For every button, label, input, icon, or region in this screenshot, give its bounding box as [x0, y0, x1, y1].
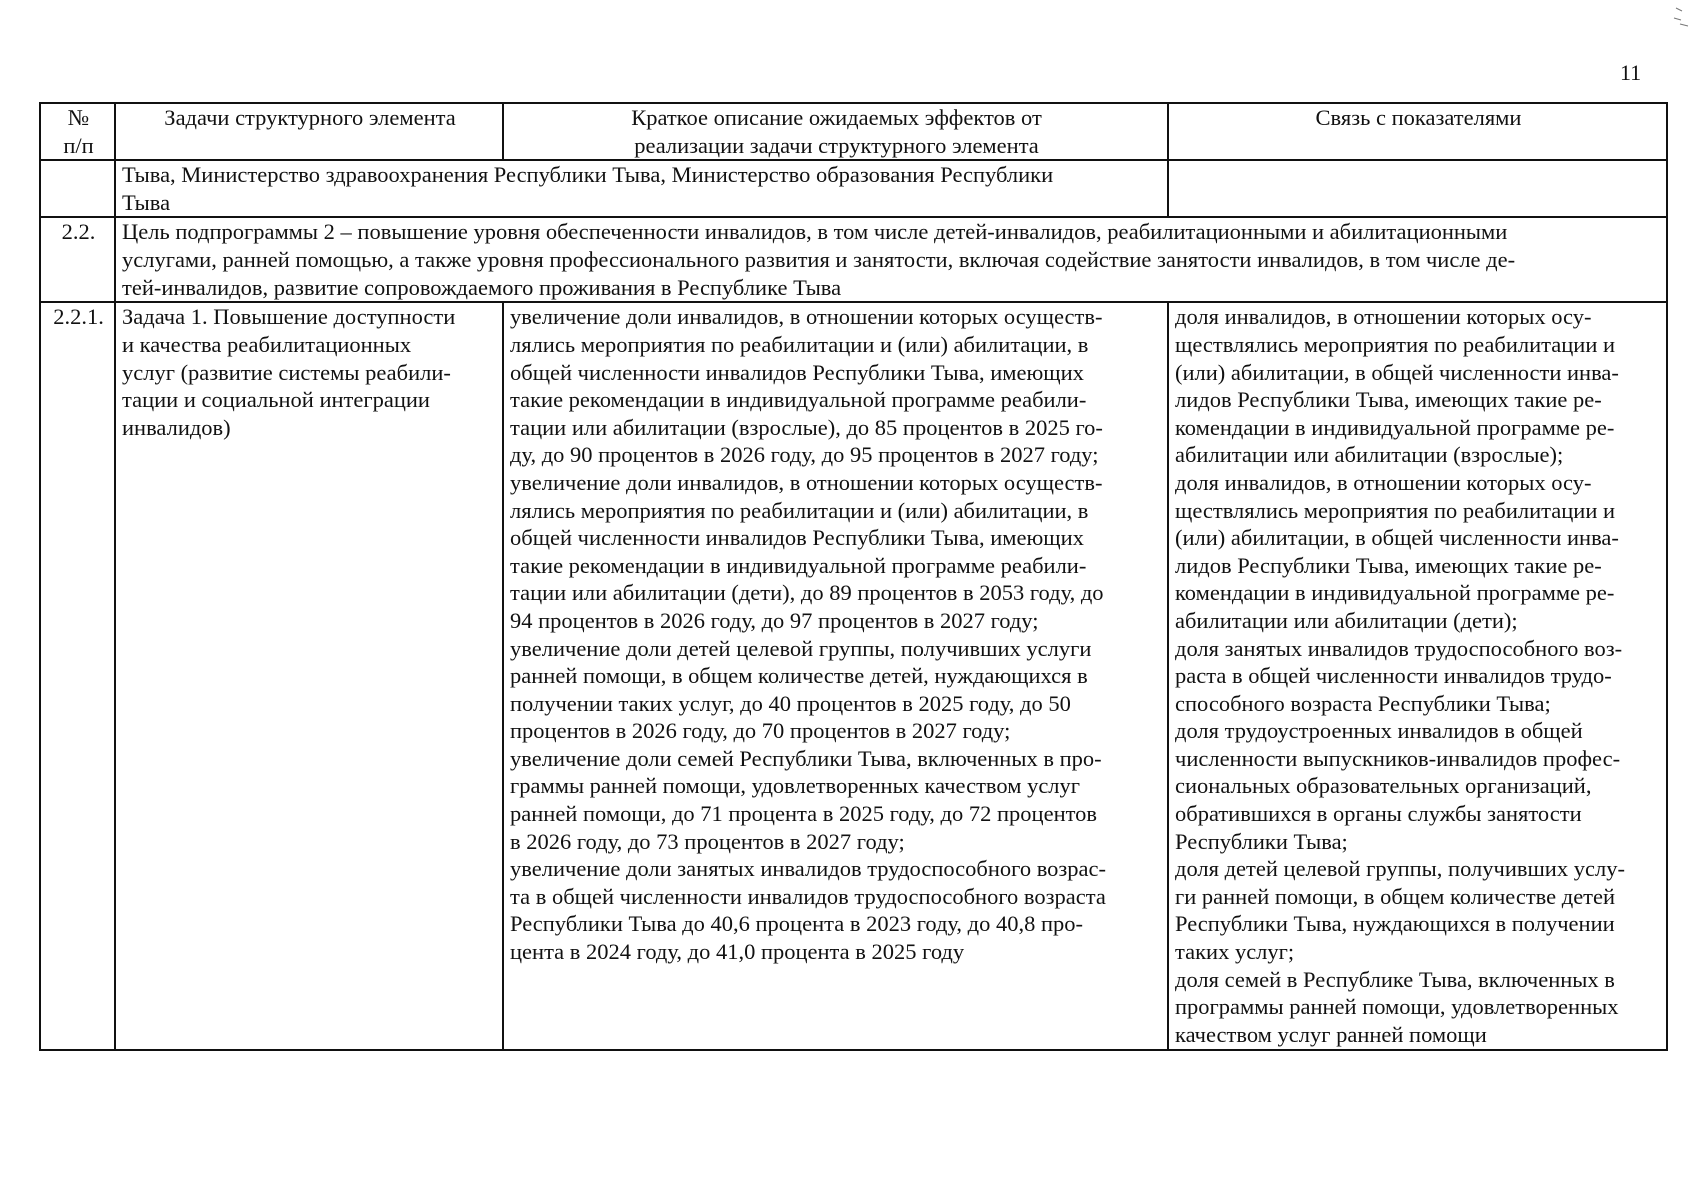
header-effects: Краткое описание ожидаемых эффектов от реализации задачи структурного элемента: [503, 103, 1168, 160]
goal-num: 2.2.: [40, 217, 115, 302]
continuation-text: Тыва, Министерство здравоохранения Республики Тыва, Министерство образования Республики Тыва: [115, 160, 1168, 217]
task-indicators: доля инвалидов, в отношении которых осу- ществлялись мероприятия по реабилитации и (или) абилитации, в общей численности инва- лидов Республики Тыва, имеющих такие ре- комендации в индивидуальной программе ре- абилитации или абилитации (взрослые); доля инвалидов, в отношении которых осу- ществлялись мероприятия по реабилитации и (или) абилитации, в общей численности инва- лидов Республики Тыва, имеющих такие ре- комендации в индивидуальной программе ре- абилитации или абилитации (дети); доля занятых инвалидов трудоспособного воз- раста в общей численности инвалидов трудо- способного возраста Республики Тыва; доля трудоустроенных инвалидов в общей численности выпускников-инвалидов профес- сиональных образовательных организаций, обратившихся в органы службы занятости Республики Тыва; доля детей целевой группы, получивших услу- ги ранней помощи, в общем количестве детей Республики Тыва, нуждающихся в получении таких услуг; доля семей в Республике Тыва, включенных в программы ранней помощи, удовлетворенных качеством услуг ранней помощи: [1168, 302, 1667, 1050]
continuation-num: [40, 160, 115, 217]
header-indicators: Связь с показателями: [1168, 103, 1667, 160]
header-row: [40, 103, 1667, 160]
header-tasks: Задачи структурного элемента: [115, 103, 503, 160]
goal-text: Цель подпрограммы 2 – повышение уровня обеспеченности инвалидов, в том числе детей-инвалидов, реабилитационными и абилитационными услугами, ранней помощью, а также уровня профессионального развития и занятости, включая содействие занятости инвалидов, в том числе де- тей-инвалидов, развитие сопровождаемого проживания в Республике Тыва: [115, 217, 1667, 302]
task-row: [40, 302, 1667, 1050]
goal-row: [40, 217, 1667, 302]
task-title: Задача 1. Повышение доступности и качества реабилитационных услуг (развитие системы реабили- тации и социальной интеграции инвалидов): [115, 302, 503, 1050]
task-effects: увеличение доли инвалидов, в отношении которых осуществ- лялись мероприятия по реабилитации и (или) абилитации, в общей численности инвалидов Республики Тыва, имеющих такие рекомендации в индивидуальной программе реабили- тации или абилитации (взрослые), до 85 процентов в 2025 го- ду, до 90 процентов в 2026 году, до 95 процентов в 2027 году; увеличение доли инвалидов, в отношении которых осуществ- лялись мероприятия по реабилитации и (или) абилитации, в общей численности инвалидов Республики Тыва, имеющих такие рекомендации в индивидуальной программе реабили- тации или абилитации (дети), до 89 процентов в 2053 году, до 94 процентов в 2026 году, до 97 процентов в 2027 году; увеличение доли детей целевой группы, получивших услуги ранней помощи, в общем количестве детей, нуждающихся в получении таких услуг, до 40 процентов в 2025 году, до 50 процентов в 2026 году, до 70 процентов в 2027 году; увеличение доли семей Республики Тыва, включенных в про- граммы ранней помощи, удовлетворенных качеством услуг ранней помощи, до 71 процента в 2025 году, до 72 процентов в 2026 году, до 73 процентов в 2027 году; увеличение доли занятых инвалидов трудоспособного возрас- та в общей численности инвалидов трудоспособного возраста Республики Тыва до 40,6 процента в 2023 году, до 40,8 про- цента в 2024 году, до 41,0 процента в 2025 году: [503, 302, 1168, 1050]
header-num: № п/п: [40, 103, 115, 160]
continuation-indicators: [1168, 160, 1667, 217]
continuation-row: [40, 160, 1667, 217]
page-number: 11: [1620, 60, 1642, 85]
program-table: [39, 102, 1668, 1051]
task-num: 2.2.1.: [40, 302, 115, 1050]
scan-corner-mark: [1672, 6, 1690, 28]
